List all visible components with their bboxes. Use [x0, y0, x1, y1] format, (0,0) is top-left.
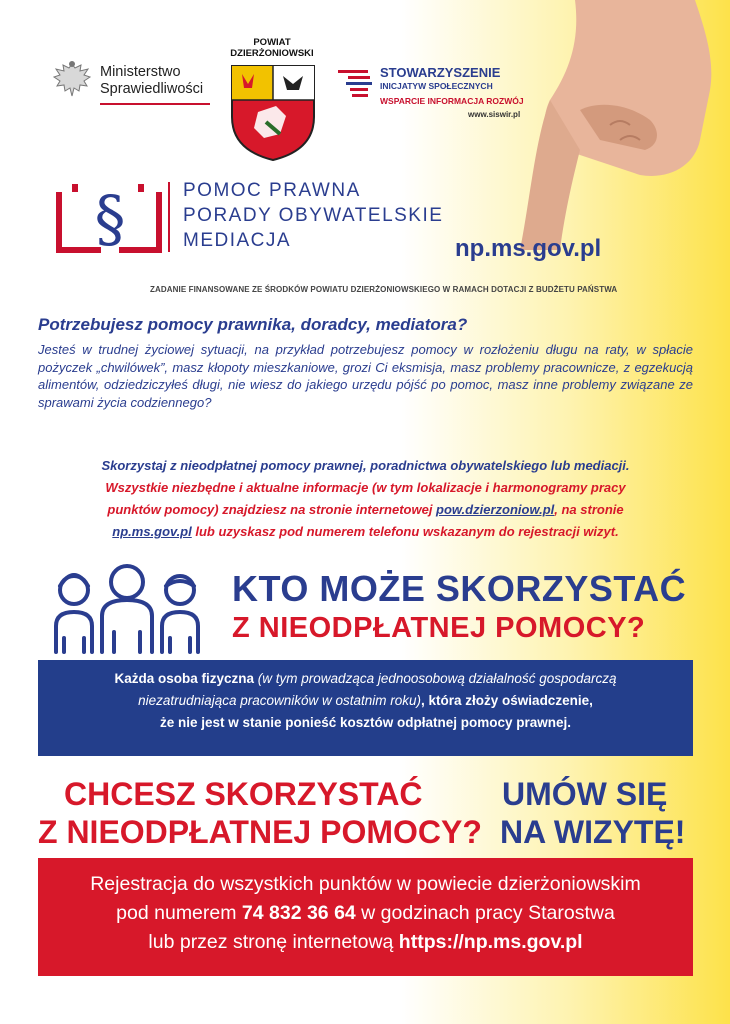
ministry-name: Ministerstwo Sprawiedliwości [100, 64, 204, 97]
np-website-link[interactable]: np.ms.gov.pl [112, 524, 192, 539]
registration-url-link[interactable]: https://np.ms.gov.pl [398, 931, 583, 953]
powiat-crest-icon [228, 62, 318, 162]
use-service-line: Skorzystaj z nieodpłatnej pomocy prawnej, poradnictwa obywatelskiego lub mediacji. [101, 458, 630, 473]
phone-number[interactable]: 74 832 36 64 [241, 902, 356, 924]
cta-right-2: NA WIZYTĘ! [500, 814, 686, 850]
logo-divider [168, 182, 170, 252]
info-line-3: np.ms.gov.pl lub uzyskasz pod numerem telefonu wskazanym do rejestracji wizyt. [112, 524, 619, 539]
service-line-legal-aid: POMOC PRAWNA [183, 180, 361, 201]
svg-text:§: § [94, 182, 126, 255]
intro-question: Potrzebujesz pomocy prawnika, doradcy, mediatora? [38, 315, 468, 334]
intro-body: Jesteś w trudnej życiowej sytuacji, na przykład potrzebujesz pomocy w rozłożeniu długu na raty, w spłacie pożyczek „chwilówek”, masz kłopoty mieszkaniowe, grozi Ci eksmisja, masz problemy pracownicze, z egzekucją alimentów, odziedziczyłeś długi, nie wiesz do jakiego urzędu pójść po pomoc, masz inne problemy związane ze sprawami życia codziennego? [38, 342, 693, 410]
who-title-2: Z NIEODPŁATNEJ POMOCY? [232, 612, 646, 644]
service-url[interactable]: np.ms.gov.pl [455, 235, 602, 262]
info-line-2: punktów pomocy) znajdziesz na stronie internetowej pow.dzierzoniow.pl, na stronie [107, 502, 624, 517]
service-line-civic-advice: PORADY OBYWATELSKIE [183, 205, 444, 226]
handshake-illustration [520, 0, 730, 250]
siswir-url: www.siswir.pl [468, 110, 521, 119]
info-line-1: Wszystkie niezbędne i aktualne informacje (w tym lokalizacje i harmonogramy pracy [105, 480, 626, 495]
siswir-subtitle: INICJATYW SPOŁECZNYCH [380, 81, 493, 91]
legal-aid-logo-icon [55, 178, 165, 258]
siswir-name: STOWARZYSZENIE [380, 65, 501, 80]
people-group-icon [52, 560, 202, 660]
cta-left-1: CHCESZ SKORZYSTAĆ [64, 776, 423, 812]
siswir-motto: WSPARCIE INFORMACJA ROZWÓJ [380, 96, 524, 106]
registration-box: Rejestracja do wszystkich punktów w powiecie dzierżoniowskim pod numerem 74 832 36 64 w godzinach pracy Starostwa lub przez stronę internetową https://np.ms.gov.pl [38, 858, 693, 976]
service-line-mediation: MEDIACJA [183, 230, 292, 251]
cta-left-2: Z NIEODPŁATNEJ POMOCY? [38, 814, 482, 850]
funding-note: ZADANIE FINANSOWANE ZE ŚRODKÓW POWIATU DZIERŻONIOWSKIEGO W RAMACH DOTACJI Z BUDŻETU PAŃSTWA [150, 285, 618, 294]
ministry-underline [100, 103, 210, 105]
eligibility-box: Każda osoba fizyczna (w tym prowadząca jednoosobową działalność gospodarczą niezatrudniająca pracowników w ostatnim roku), która złoży oświadczenie, że nie jest w stanie ponieść kosztów odpłatnej pomocy prawnej. [38, 660, 693, 756]
who-title-1: KTO MOŻE SKORZYSTAĆ [232, 568, 687, 609]
eagle-emblem-icon [48, 58, 96, 110]
cta-right-1: UMÓW SIĘ [502, 776, 668, 812]
powiat-caption: POWIAT DZIERŻONIOWSKI [230, 37, 314, 59]
powiat-website-link[interactable]: pow.dzierzoniow.pl [436, 502, 555, 517]
siswir-logo-icon [336, 64, 376, 104]
